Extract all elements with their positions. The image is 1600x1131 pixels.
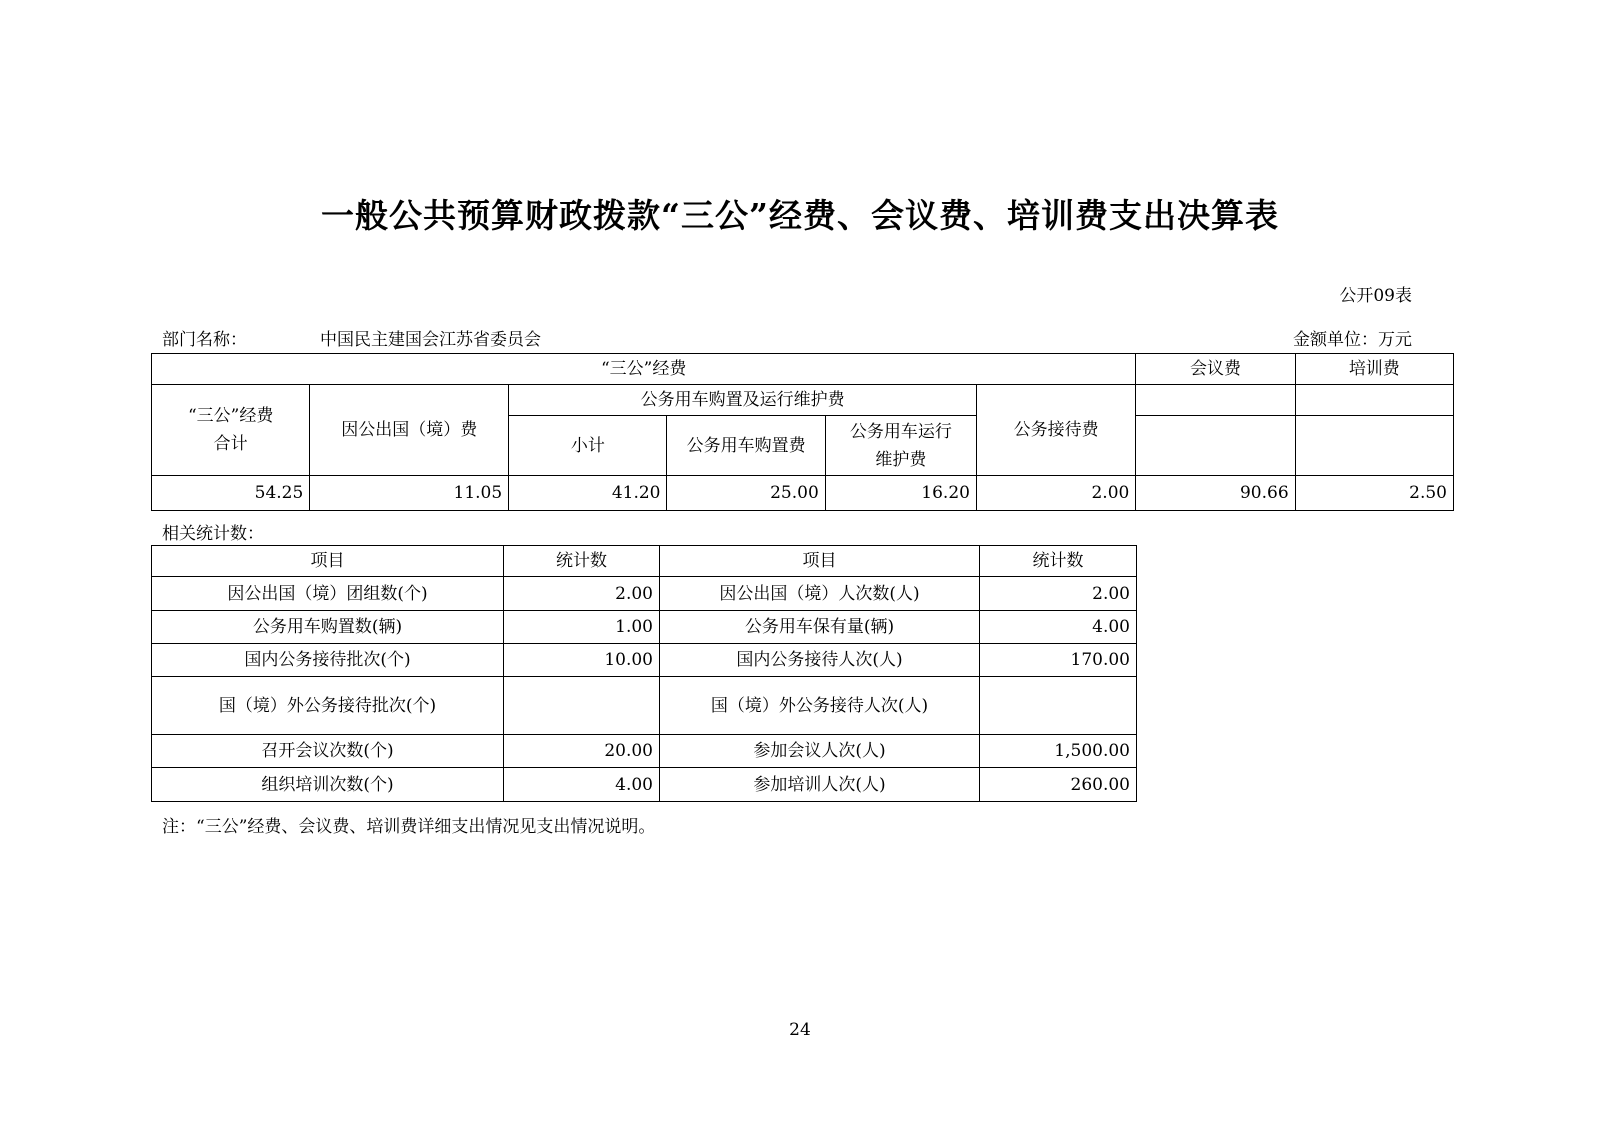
stats-table bbox=[151, 545, 1137, 802]
header-vehicle-subtotal: 小计 bbox=[509, 416, 667, 476]
stats-row bbox=[152, 735, 1137, 768]
table-header-row bbox=[152, 385, 1454, 416]
blank-cell bbox=[1136, 416, 1295, 476]
value-vehicle-purchase: 25.00 bbox=[667, 476, 825, 511]
stats-value bbox=[980, 677, 1137, 735]
stats-item-label: 国（境）外公务接待人次(人) bbox=[660, 677, 980, 735]
stats-row bbox=[152, 768, 1137, 802]
header-meeting-fee: 会议费 bbox=[1136, 354, 1295, 385]
page-number: 24 bbox=[789, 1020, 811, 1040]
department-label: 部门名称： bbox=[162, 330, 247, 350]
blank-cell bbox=[1295, 385, 1453, 416]
department-name: 中国民主建国会江苏省委员会 bbox=[320, 330, 541, 350]
header-vehicle-running-line2: 维护费 bbox=[875, 449, 927, 470]
form-number: 公开09表 bbox=[1339, 286, 1412, 306]
amount-unit: 金额单位：万元 bbox=[1293, 330, 1412, 350]
stats-value: 20.00 bbox=[504, 735, 660, 768]
header-sangong-total-line1: “三公”经费 bbox=[187, 406, 274, 426]
value-sangong-total: 54.25 bbox=[152, 476, 310, 511]
stats-header-item: 项目 bbox=[660, 546, 980, 577]
value-abroad-fee: 11.05 bbox=[310, 476, 509, 511]
value-training-fee: 2.50 bbox=[1295, 476, 1453, 511]
stats-item-label: 公务用车保有量(辆) bbox=[660, 611, 980, 644]
stats-item-label: 召开会议次数(个) bbox=[152, 735, 504, 768]
stats-item-label: 国内公务接待人次(人) bbox=[660, 644, 980, 677]
value-vehicle-subtotal: 41.20 bbox=[509, 476, 667, 511]
stats-item-label: 国内公务接待批次(个) bbox=[152, 644, 504, 677]
stats-header-item: 项目 bbox=[152, 546, 504, 577]
header-sangong: “三公”经费 bbox=[152, 354, 1136, 385]
stats-value: 170.00 bbox=[980, 644, 1137, 677]
stats-value: 1,500.00 bbox=[980, 735, 1137, 768]
header-vehicle-running-line1: 公务用车运行 bbox=[849, 421, 952, 442]
stats-header-count: 统计数 bbox=[980, 546, 1137, 577]
stats-value: 10.00 bbox=[504, 644, 660, 677]
expenditure-table bbox=[151, 353, 1454, 511]
value-meeting-fee: 90.66 bbox=[1136, 476, 1295, 511]
header-training-fee: 培训费 bbox=[1295, 354, 1453, 385]
table-row bbox=[152, 476, 1454, 511]
stats-header-count: 统计数 bbox=[504, 546, 660, 577]
header-reception-fee: 公务接待费 bbox=[976, 385, 1135, 476]
stats-section-label: 相关统计数： bbox=[162, 524, 264, 544]
stats-row bbox=[152, 577, 1137, 611]
header-vehicle-purchase: 公务用车购置费 bbox=[667, 416, 825, 476]
table-header-row bbox=[152, 354, 1454, 385]
stats-row bbox=[152, 677, 1137, 735]
value-vehicle-running: 16.20 bbox=[825, 476, 976, 511]
stats-value: 1.00 bbox=[504, 611, 660, 644]
blank-cell bbox=[1136, 385, 1295, 416]
stats-item-label: 因公出国（境）团组数(个) bbox=[152, 577, 504, 611]
stats-item-label: 组织培训次数(个) bbox=[152, 768, 504, 802]
stats-value bbox=[504, 677, 660, 735]
header-abroad-fee: 因公出国（境）费 bbox=[310, 385, 509, 476]
blank-cell bbox=[1295, 416, 1453, 476]
stats-value: 2.00 bbox=[980, 577, 1137, 611]
stats-row bbox=[152, 611, 1137, 644]
stats-item-label: 因公出国（境）人次数(人) bbox=[660, 577, 980, 611]
stats-item-label: 参加会议人次(人) bbox=[660, 735, 980, 768]
header-vehicle-group: 公务用车购置及运行维护费 bbox=[509, 385, 977, 416]
stats-value: 4.00 bbox=[980, 611, 1137, 644]
stats-value: 2.00 bbox=[504, 577, 660, 611]
stats-item-label: 参加培训人次(人) bbox=[660, 768, 980, 802]
header-sangong-total-line2: 合计 bbox=[213, 434, 248, 454]
stats-value: 260.00 bbox=[980, 768, 1137, 802]
header-vehicle-running bbox=[825, 416, 976, 476]
footnote: 注：“三公”经费、会议费、培训费详细支出情况见支出情况说明。 bbox=[162, 817, 656, 837]
stats-item-label: 国（境）外公务接待批次(个) bbox=[152, 677, 504, 735]
value-reception-fee: 2.00 bbox=[976, 476, 1135, 511]
stats-header-row bbox=[152, 546, 1137, 577]
stats-row bbox=[152, 644, 1137, 677]
page-title: 一般公共预算财政拨款“三公”经费、会议费、培训费支出决算表 bbox=[321, 196, 1279, 235]
header-sangong-total bbox=[152, 385, 310, 476]
stats-value: 4.00 bbox=[504, 768, 660, 802]
stats-item-label: 公务用车购置数(辆) bbox=[152, 611, 504, 644]
